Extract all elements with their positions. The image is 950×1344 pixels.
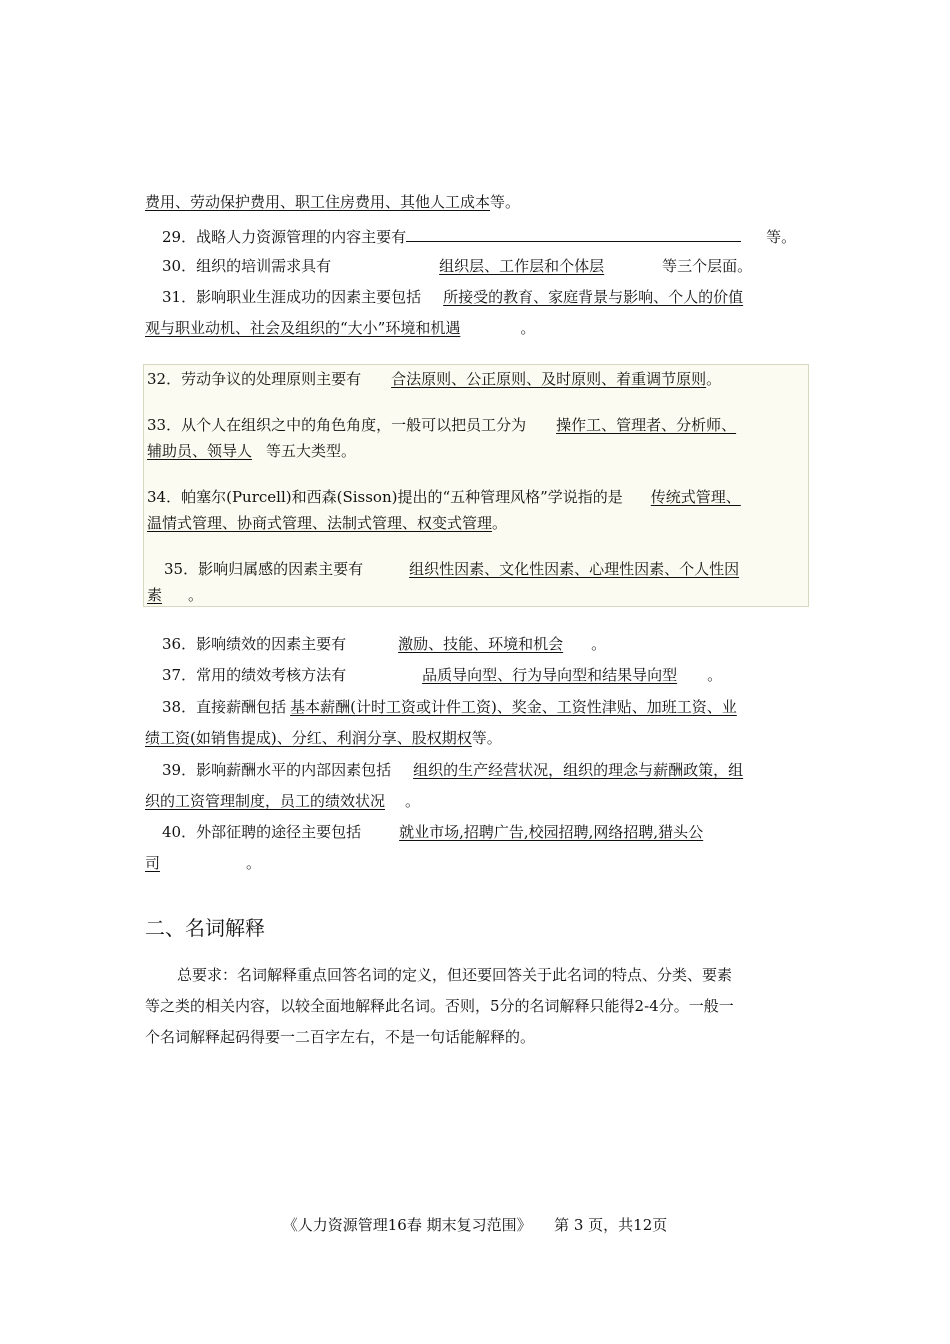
question-33: 33．从个人在组织之中的角色角度，一般可以把员工分为 操作工、管理者、分析师、	[147, 416, 737, 434]
section-heading: 二、名词解释	[145, 916, 265, 940]
paragraph-line-1: 总要求：名词解释重点回答名词的定义，但还要回答关于此名词的特点、分类、要素	[177, 966, 733, 984]
question-38: 38．直接薪酬包括 基本薪酬(计时工资或计件工资)、奖金、工资性津贴、加班工资、业	[162, 698, 737, 716]
question-33-cont: 辅助员、领导人 等五大类型。	[147, 442, 357, 460]
question-40: 40．外部征聘的途径主要包括 就业市场,招聘广告,校园招聘,网络招聘,猎头公	[162, 823, 704, 841]
paragraph-line-3: 个名词解释起码得要一二百字左右，不是一句话能解释的。	[145, 1028, 536, 1046]
question-39: 39．影响薪酬水平的内部因素包括 组织的生产经营状况，组织的理念与薪酬政策，组	[162, 761, 744, 779]
question-38-cont: 绩工资(如销售提成)、分红、利润分享、股权期权等。	[145, 729, 502, 747]
question-30: 30．组织的培训需求具有 组织层、工作层和个体层 等三个层面。	[162, 257, 753, 275]
question-34-cont: 温情式管理、协商式管理、法制式管理、权变式管理。	[147, 514, 508, 532]
question-31: 31．影响职业生涯成功的因素主要包括 所接受的教育、家庭背景与影响、个人的价值	[162, 288, 744, 306]
highlighted-answer-box	[143, 364, 809, 607]
question-32: 32．劳动争议的处理原则主要有 合法原则、公正原则、及时原则、着重调节原则。	[147, 370, 722, 388]
question-29: 29．战略人力资源管理的内容主要有 等。	[145, 225, 827, 247]
question-34: 34．帕塞尔(Purcell)和西森(Sisson)提出的“五种管理风格”学说指的是 传统式管理、	[147, 488, 741, 506]
question-35: 35．影响归属感的因素主要有 组织性因素、文化性因素、心理性因素、个人性因	[164, 560, 740, 578]
question-35-cont: 素 。	[147, 586, 204, 604]
paragraph-line-2: 等之类的相关内容，以较全面地解释此名词。否则，5分的名词解释只能得2-4分。一般一	[145, 997, 734, 1015]
question-36: 36．影响绩效的因素主要有 激励、技能、环境和机会 。	[162, 635, 607, 653]
answer-line-28-tail: 费用、劳动保护费用、职工住房费用、其他人工成本等。	[145, 193, 521, 211]
question-39-cont: 织的工资管理制度，员工的绩效状况 。	[145, 792, 421, 810]
answer-blank	[406, 225, 741, 242]
question-31-cont: 观与职业动机、社会及组织的“大小”环境和机遇 。	[145, 319, 536, 337]
page-footer: 《人力资源管理16春 期末复习范围》 第 3 页，共12页	[282, 1216, 668, 1234]
question-40-cont: 司 。	[145, 854, 262, 872]
question-37: 37．常用的绩效考核方法有 品质导向型、行为导向型和结果导向型 。	[162, 666, 723, 684]
